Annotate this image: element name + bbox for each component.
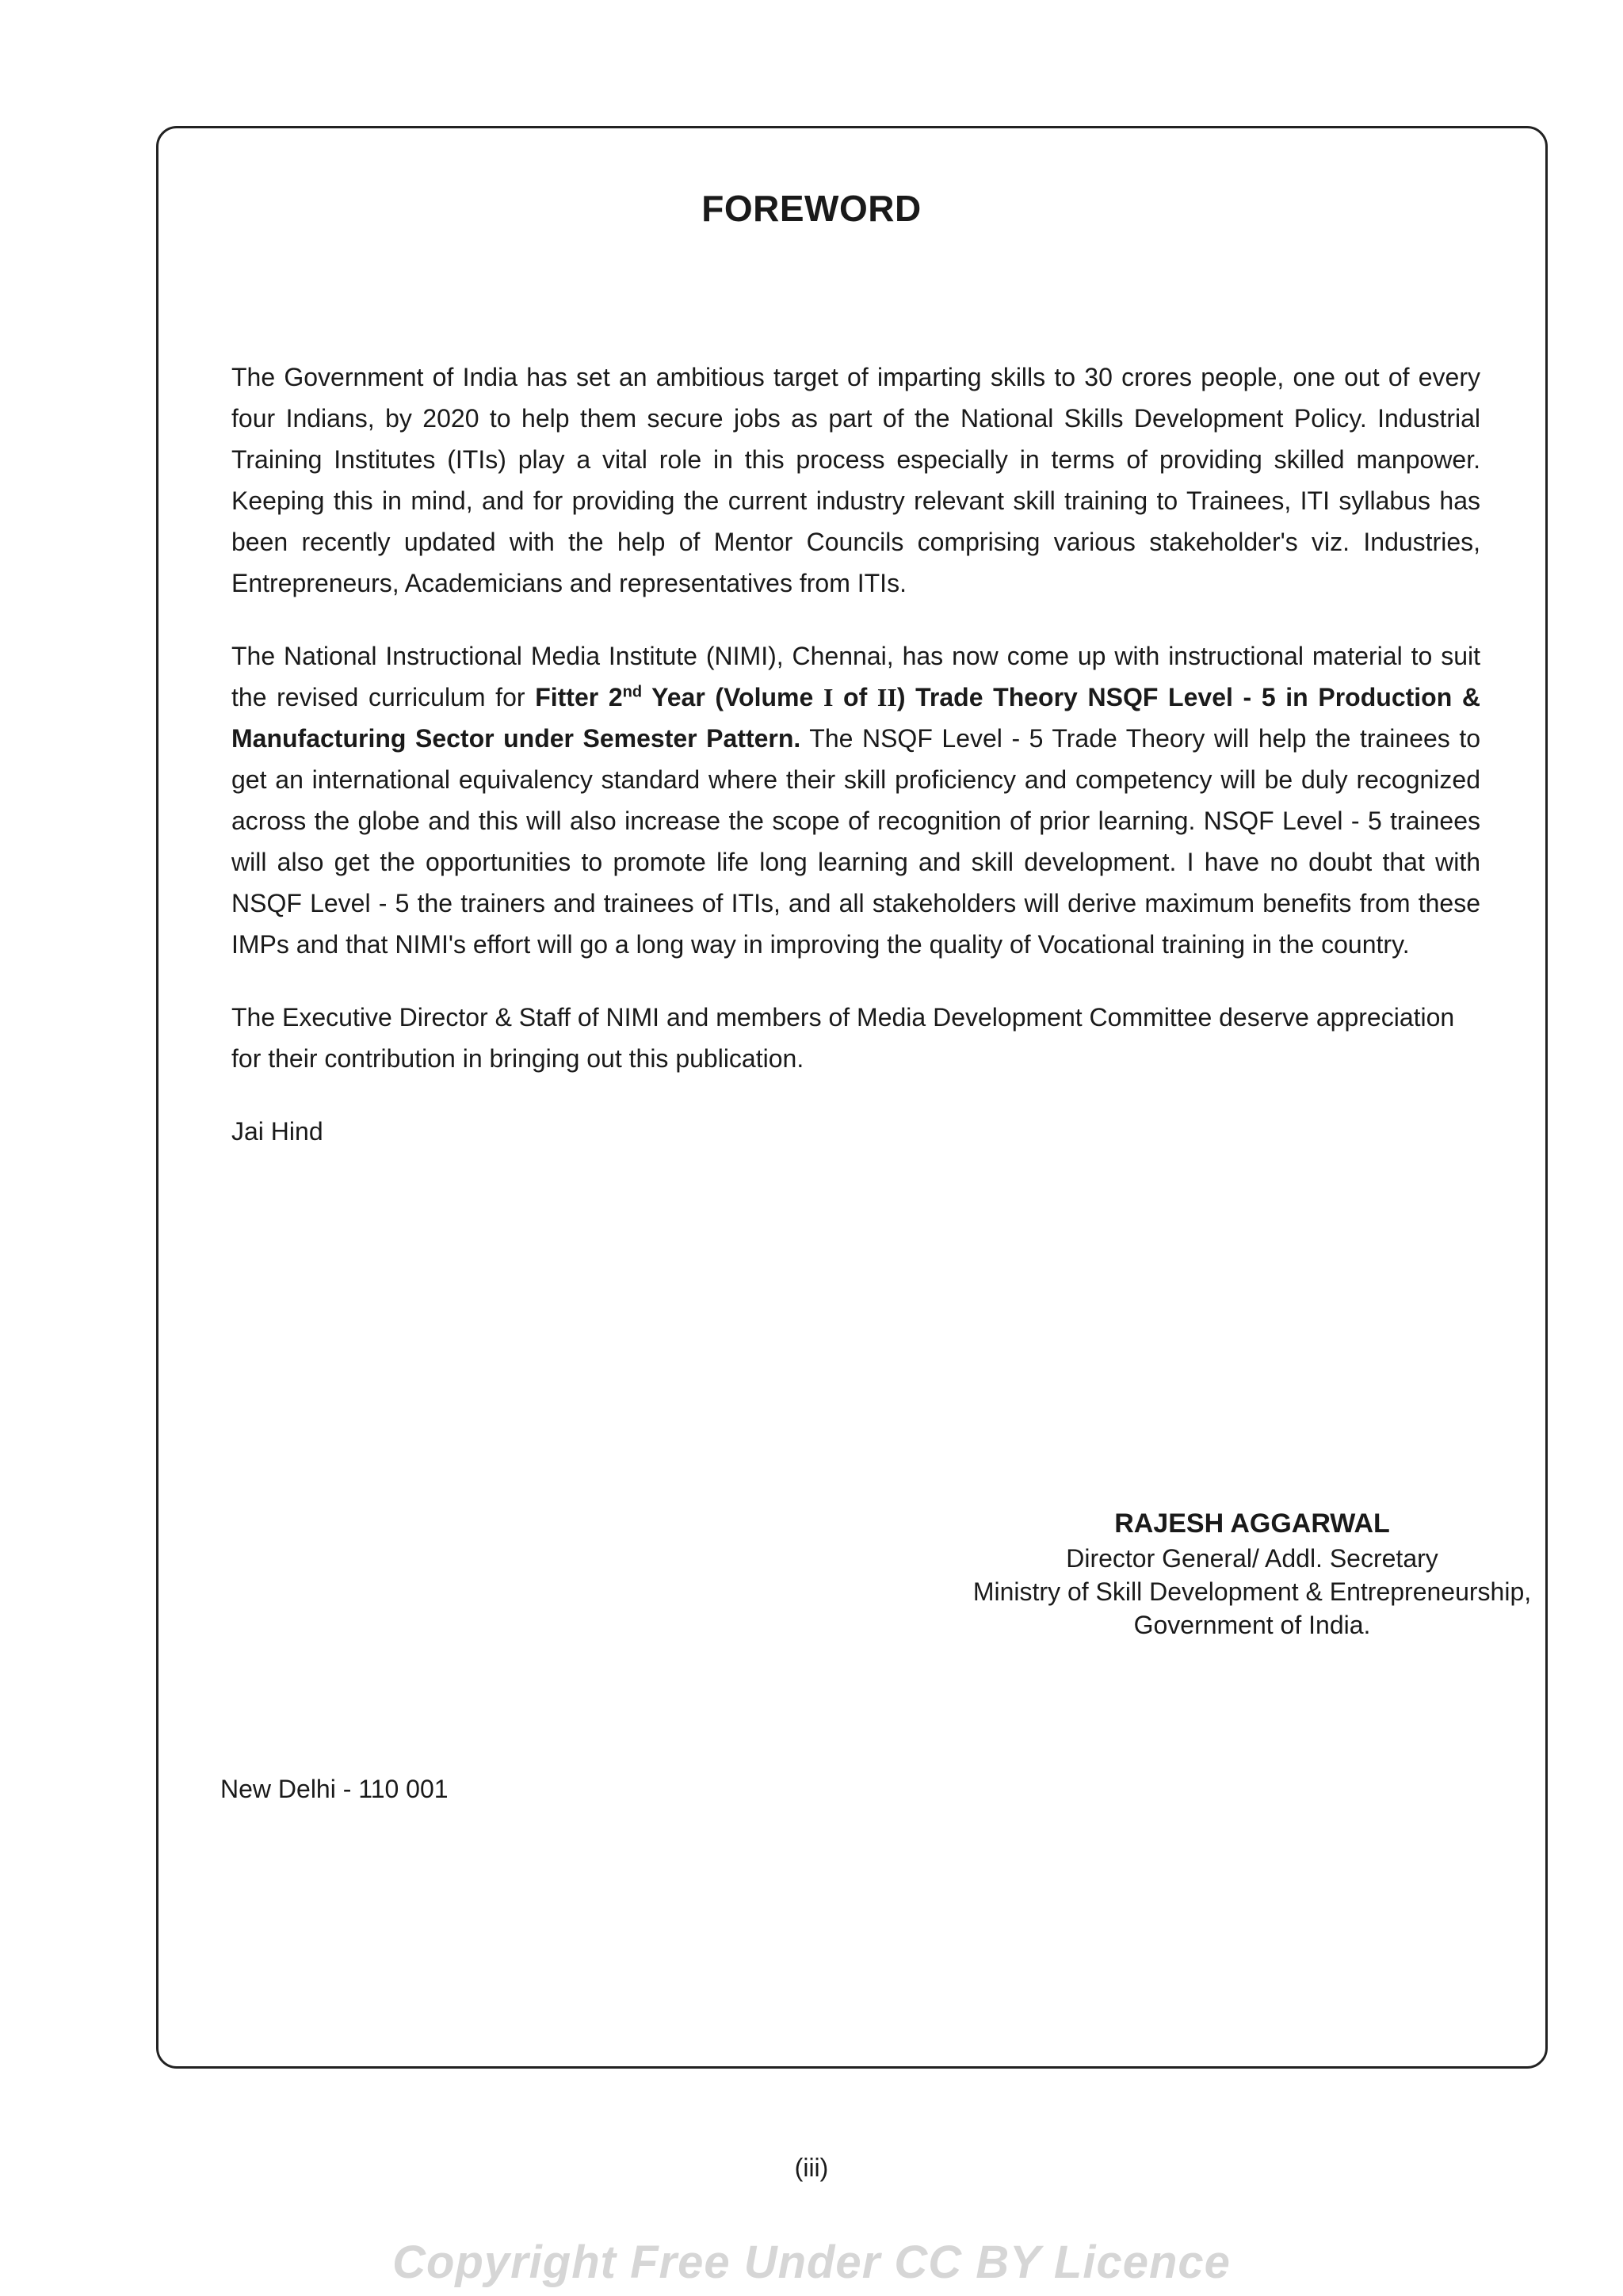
paragraph-2-intro: The National Instructional Media Institute (NIMI), Chennai, has now come up with instructional material to suit the revised curriculum for (231, 642, 1480, 711)
copyright-watermark: Copyright Free Under CC BY Licence (392, 2237, 1231, 2288)
signature-block (911, 1505, 1593, 1642)
paragraph-2-rest: The NSQF Level - 5 Trade Theory will help the trainees to get an international equivalency standard where their skill proficiency and competency will be duly recognized across the globe and this will also increase the scope of recognition of prior learning. NSQF Level - 5 trainees will also get the opportunities to promote life long learning and skill development. I have no doubt that with NSQF Level - 5 the trainers and trainees of ITIs, and all stakeholders will derive maximum benefits from these IMPs and that NIMI's effort will go a long way in improving the quality of Vocational training in the country. (231, 724, 1481, 959)
course-title-volume-one: I (823, 683, 834, 711)
course-title-of: of (833, 683, 877, 711)
paragraph-2 (231, 635, 1480, 965)
foreword-body (231, 357, 1480, 1184)
paragraph-3: The Executive Director & Staff of NIMI and members of Media Development Committee deserve appreciation for their contribution in bringing out this publication. (231, 1003, 1455, 1073)
course-title-fitter: Fitter 2 (535, 683, 623, 711)
page-title: FOREWORD (701, 188, 922, 229)
course-title-rest: ) Trade Theory NSQF Level - 5 in Production & Manufacturing Sector under Semester Pattern. (231, 683, 1481, 753)
course-title-volume-two: II (876, 683, 897, 711)
page-number: (iii) (794, 2153, 829, 2182)
course-title-superscript: nd (622, 683, 643, 701)
signatory-designation: Director General/ Addl. Secretary (1066, 1544, 1438, 1573)
signatory-name: RAJESH AGGARWAL (1114, 1508, 1390, 1539)
signatory-government: Government of India. (1133, 1611, 1371, 1639)
course-title-year: Year (Volume (642, 683, 823, 711)
place-line: New Delhi - 110 001 (220, 1775, 449, 1803)
paragraph-1: The Government of India has set an ambitious target of imparting skills to 30 crores people, one out of every four Indians, by 2020 to help them secure jobs as part of the National Skills Development Policy. Industrial Training Institutes (ITIs) play a vital role in this process especially in terms of providing skilled manpower. Keeping this in mind, and for providing the current industry relevant skill training to Trainees, ITI syllabus has been recently updated with the help of Mentor Councils comprising various stakeholder's viz. Industries, Entrepreneurs, Academicians and representatives from ITIs. (231, 363, 1480, 597)
closing-salutation: Jai Hind (231, 1117, 323, 1146)
signatory-ministry: Ministry of Skill Development & Entrepreneurship, (972, 1577, 1532, 1606)
